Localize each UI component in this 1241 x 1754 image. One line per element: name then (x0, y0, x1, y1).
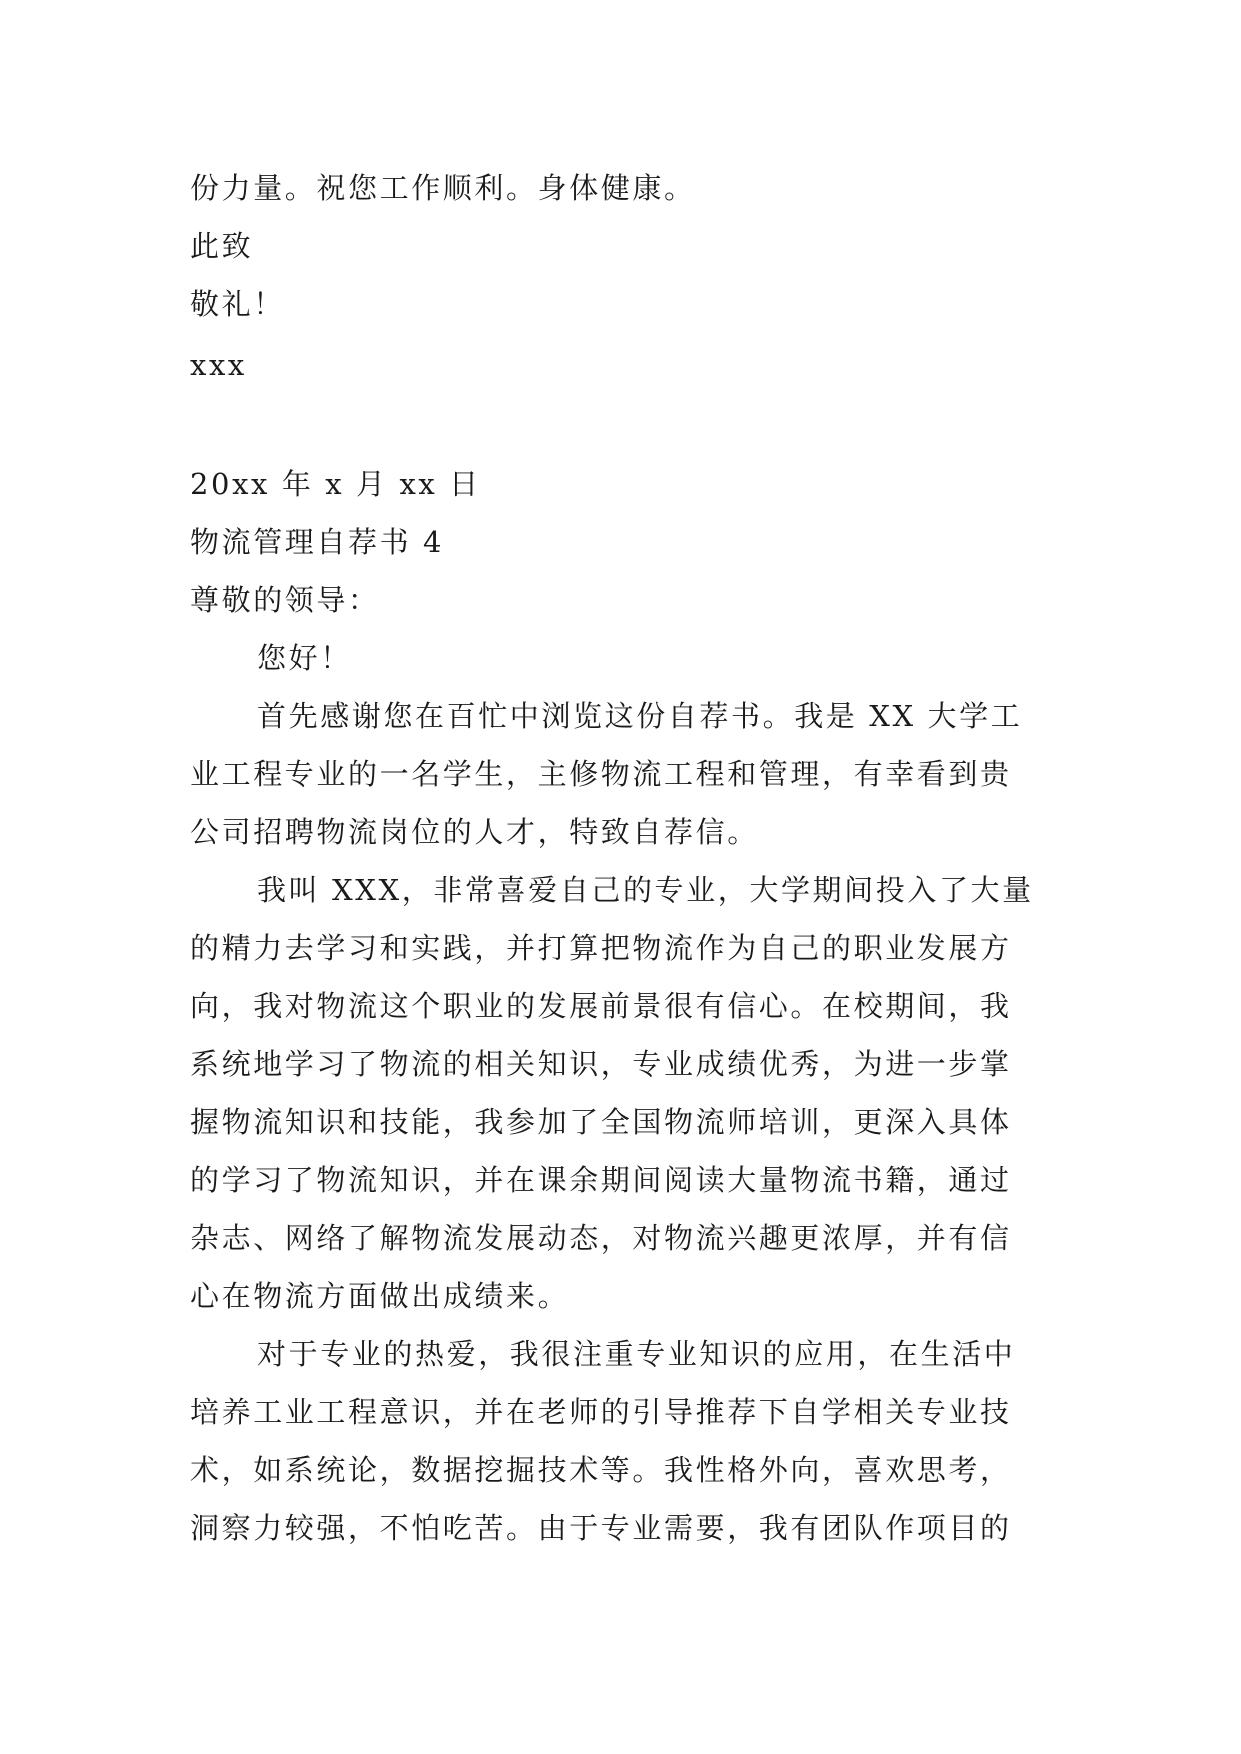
paragraph-2-line-2: 的精力去学习和实践，并打算把物流作为自己的职业发展方 (190, 931, 1012, 965)
salutation-jing-li: 敬礼！ (190, 287, 285, 321)
paragraph-2-line-1: 我叫 XXX，非常喜爱自己的专业，大学期间投入了大量 (257, 873, 1034, 907)
signature: xxx (190, 348, 247, 382)
paragraph-3-line-2: 培养工业工程意识，并在老师的引导推荐下自学相关专业技 (190, 1395, 1012, 1429)
paragraph-2-line-5: 握物流知识和技能，我参加了全国物流师培训，更深入具体 (190, 1105, 1012, 1139)
paragraph-1-line-3: 公司招聘物流岗位的人才，特致自荐信。 (190, 815, 759, 849)
paragraph-3-line-4: 洞察力较强，不怕吃苦。由于专业需要，我有团队作项目的 (190, 1511, 1012, 1545)
greeting: 您好！ (257, 641, 352, 675)
paragraph-2-line-8: 心在物流方面做出成绩来。 (190, 1279, 570, 1313)
closing-line: 份力量。祝您工作顺利。身体健康。 (190, 171, 696, 205)
paragraph-1-line-1: 首先感谢您在百忙中浏览这份自荐书。我是 XX 大学工 (257, 699, 1023, 733)
letter-title: 物流管理自荐书 4 (190, 525, 445, 559)
addressee: 尊敬的领导： (190, 583, 380, 617)
date: 20xx 年 x 月 xx 日 (190, 467, 481, 501)
paragraph-2-line-6: 的学习了物流知识，并在课余期间阅读大量物流书籍，通过 (190, 1163, 1012, 1197)
salutation-ci-zhi: 此致 (190, 229, 254, 263)
paragraph-2-line-3: 向，我对物流这个职业的发展前景很有信心。在校期间，我 (190, 989, 1012, 1023)
paragraph-1-line-2: 业工程专业的一名学生，主修物流工程和管理，有幸看到贵 (190, 757, 1012, 791)
paragraph-2-line-7: 杂志、网络了解物流发展动态，对物流兴趣更浓厚，并有信 (190, 1221, 1012, 1255)
paragraph-3-line-3: 术，如系统论，数据挖掘技术等。我性格外向，喜欢思考， (190, 1453, 1012, 1487)
paragraph-3-line-1: 对于专业的热爱，我很注重专业知识的应用，在生活中 (257, 1337, 1016, 1371)
paragraph-2-line-4: 系统地学习了物流的相关知识，专业成绩优秀，为进一步掌 (190, 1047, 1012, 1081)
